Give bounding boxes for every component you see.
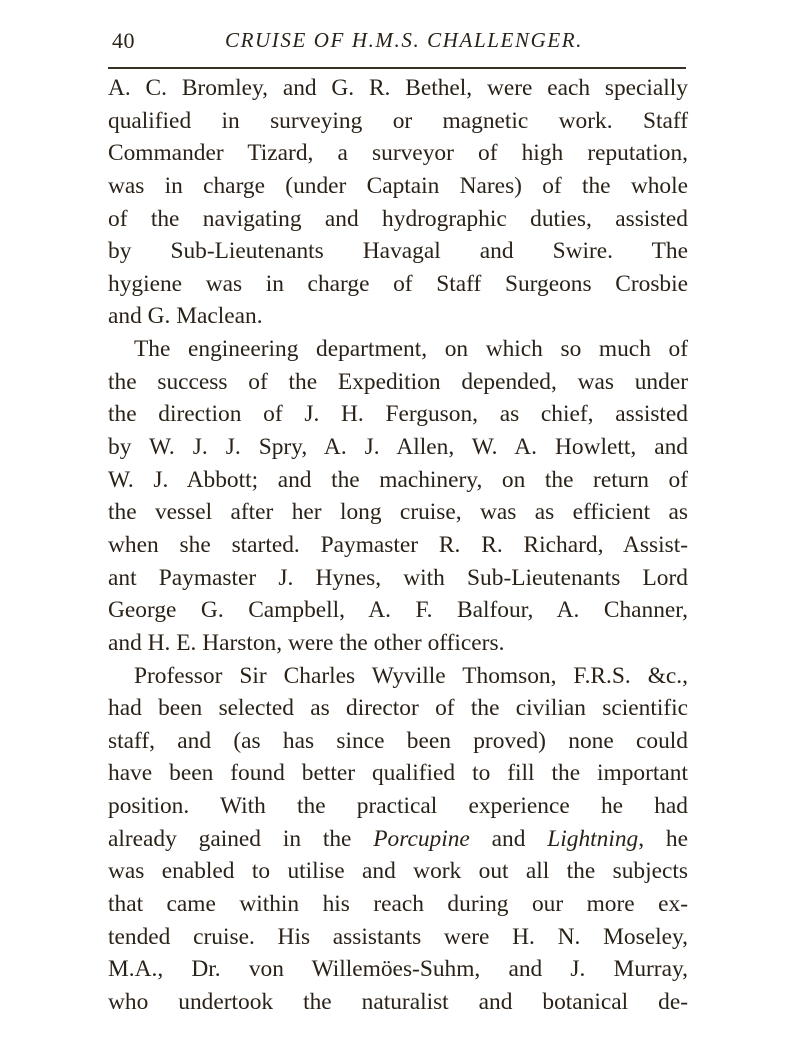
- text-line: and G. Maclean.: [108, 303, 263, 330]
- text-line: A. C. Bromley, and G. R. Bethel, were each specially: [108, 75, 688, 101]
- text-line: George G. Campbell, A. F. Balfour, A. Channer,: [108, 597, 688, 624]
- text-line: position. With the practical experience he had: [108, 793, 688, 820]
- text-line: and H. E. Harston, were the other officers.: [108, 629, 505, 656]
- text-line: Commander Tizard, a surveyor of high reputation,: [108, 140, 688, 167]
- text-line: of the navigating and hydrographic duties, assisted: [108, 205, 688, 232]
- running-head: [110, 28, 690, 60]
- text-line: staff, and (as has since been proved) none could: [108, 727, 688, 754]
- page-number: 40: [112, 28, 135, 53]
- text-line: hygiene was in charge of Staff Surgeons Crosbie: [108, 270, 688, 297]
- ship-name-lightning: Lightning: [547, 825, 639, 852]
- header-rule: [108, 67, 686, 69]
- running-title: CRUISE OF H.M.S. CHALLENGER.: [225, 28, 584, 52]
- text-line: that came within his reach during our more ex-: [108, 891, 688, 918]
- line-start: already gained in the: [108, 825, 374, 852]
- line-conjunction: and: [469, 825, 548, 852]
- text-line: qualified in surveying or magnetic work. Staff: [108, 107, 688, 134]
- text-line: who undertook the naturalist and botanical de-: [108, 988, 688, 1015]
- paragraph-first-line: The engineering department, on which so much of: [134, 336, 688, 363]
- line-end: , he: [638, 825, 689, 852]
- text-line: was enabled to utilise and work out all the subjects: [108, 858, 688, 885]
- text-line: had been selected as director of the civilian scientific: [108, 695, 688, 722]
- ship-name-porcupine: Porcupine: [373, 825, 470, 852]
- text-line-with-italics: [108, 823, 688, 856]
- text-line: the vessel after her long cruise, was as efficient as: [108, 499, 688, 526]
- body-text: [108, 72, 688, 1019]
- text-line: M.A., Dr. von Willemöes-Suhm, and J. Murray,: [108, 956, 688, 983]
- text-line: when she started. Paymaster R. R. Richard, Assist-: [108, 531, 688, 558]
- text-line: the success of the Expedition depended, was under: [108, 368, 688, 395]
- text-line: W. J. Abbott; and the machinery, on the return of: [108, 466, 688, 493]
- text-line: the direction of J. H. Ferguson, as chief, assisted: [108, 401, 688, 428]
- text-line: was in charge (under Captain Nares) of the whole: [108, 172, 688, 199]
- text-line: have been found better qualified to fill the important: [108, 760, 688, 787]
- text-line: ant Paymaster J. Hynes, with Sub-Lieutenants Lord: [108, 564, 688, 591]
- text-line: tended cruise. His assistants were H. N. Moseley,: [108, 923, 688, 950]
- text-line: by W. J. J. Spry, A. J. Allen, W. A. Howlett, and: [108, 434, 688, 461]
- text-line: by Sub-Lieutenants Havagal and Swire. The: [108, 238, 688, 265]
- paragraph-first-line: Professor Sir Charles Wyville Thomson, F.R.S. &c.,: [134, 662, 688, 689]
